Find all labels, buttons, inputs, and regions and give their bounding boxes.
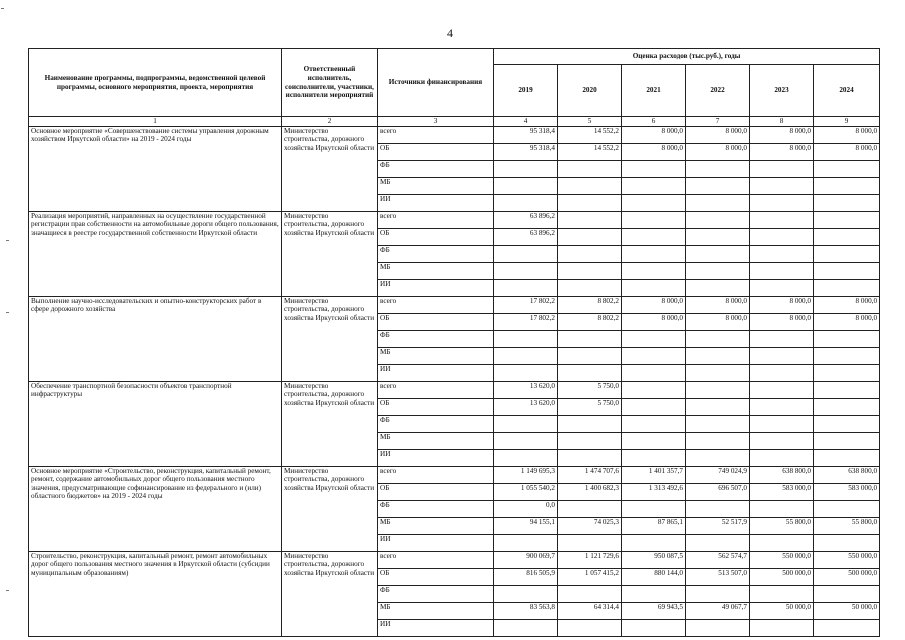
value-cell-2024 (814, 160, 880, 177)
value-cell-2020: 8 802,2 (558, 296, 622, 313)
value-cell-2019 (494, 194, 558, 211)
value-cell-2020 (558, 415, 622, 432)
value-cell-2023 (750, 194, 814, 211)
funding-source-cell: ИИ (378, 619, 494, 636)
funding-source-cell: ФБ (378, 585, 494, 602)
value-cell-2024 (814, 262, 880, 279)
value-cell-2022 (686, 398, 750, 415)
value-cell-2024 (814, 500, 880, 517)
funding-source-cell: всего (378, 381, 494, 398)
value-cell-2019: 0,0 (494, 500, 558, 517)
value-cell-2021: 1 313 492,6 (622, 483, 686, 500)
value-cell-2022: 8 000,0 (686, 313, 750, 330)
value-cell-2023 (750, 211, 814, 228)
value-cell-2024 (814, 398, 880, 415)
column-number: 8 (750, 117, 814, 127)
value-cell-2022 (686, 160, 750, 177)
value-cell-2023: 500 000,0 (750, 568, 814, 585)
value-cell-2023: 8 000,0 (750, 313, 814, 330)
value-cell-2023: 8 000,0 (750, 296, 814, 313)
value-cell-2019: 63 896,2 (494, 211, 558, 228)
table-body (29, 126, 880, 636)
value-cell-2023 (750, 364, 814, 381)
value-cell-2024 (814, 211, 880, 228)
value-cell-2019: 94 155,1 (494, 517, 558, 534)
value-cell-2023 (750, 177, 814, 194)
value-cell-2023: 55 800,0 (750, 517, 814, 534)
value-cell-2021 (622, 330, 686, 347)
value-cell-2024: 583 000,0 (814, 483, 880, 500)
value-cell-2022 (686, 194, 750, 211)
value-cell-2019 (494, 432, 558, 449)
column-number: 5 (558, 117, 622, 127)
value-cell-2019 (494, 279, 558, 296)
value-cell-2024: 55 800,0 (814, 517, 880, 534)
header-funding-source: Источники финансирования (378, 49, 494, 117)
funding-source-cell: всего (378, 211, 494, 228)
value-cell-2024 (814, 449, 880, 466)
value-cell-2019: 17 802,2 (494, 313, 558, 330)
value-cell-2022 (686, 415, 750, 432)
funding-source-cell: МБ (378, 602, 494, 619)
value-cell-2019: 1 149 695,3 (494, 466, 558, 483)
value-cell-2020: 14 552,2 (558, 143, 622, 160)
column-numbers-row (29, 117, 880, 127)
value-cell-2024: 50 000,0 (814, 602, 880, 619)
value-cell-2022 (686, 534, 750, 551)
funding-source-cell: МБ (378, 347, 494, 364)
funding-source-cell: ФБ (378, 245, 494, 262)
value-cell-2022 (686, 245, 750, 262)
value-cell-2021 (622, 500, 686, 517)
value-cell-2021: 8 000,0 (622, 313, 686, 330)
value-cell-2021: 8 000,0 (622, 143, 686, 160)
header-year-1: 2020 (558, 65, 622, 117)
value-cell-2021 (622, 245, 686, 262)
column-number: 2 (282, 117, 378, 127)
value-cell-2022: 8 000,0 (686, 126, 750, 143)
funding-source-cell: ОБ (378, 228, 494, 245)
table-row (29, 381, 880, 398)
value-cell-2022 (686, 364, 750, 381)
scan-mark (6, 240, 9, 241)
value-cell-2020 (558, 228, 622, 245)
value-cell-2022 (686, 279, 750, 296)
value-cell-2022 (686, 381, 750, 398)
program-name-cell: Реализация мероприятий, направленных на осуществление государственной регистрации прав собственности на автомобильные дороги общего пользования, значащиеся в реестре государственной собственности Иркутской области (29, 211, 282, 296)
value-cell-2020: 14 552,2 (558, 126, 622, 143)
value-cell-2019 (494, 534, 558, 551)
value-cell-2021 (622, 228, 686, 245)
value-cell-2019 (494, 177, 558, 194)
funding-source-cell: всего (378, 296, 494, 313)
value-cell-2020: 5 750,0 (558, 398, 622, 415)
value-cell-2023 (750, 619, 814, 636)
funding-source-cell: ФБ (378, 500, 494, 517)
value-cell-2020 (558, 160, 622, 177)
value-cell-2024 (814, 245, 880, 262)
value-cell-2023 (750, 381, 814, 398)
value-cell-2024: 8 000,0 (814, 143, 880, 160)
value-cell-2022 (686, 500, 750, 517)
value-cell-2023 (750, 245, 814, 262)
value-cell-2023 (750, 279, 814, 296)
value-cell-2022: 52 517,9 (686, 517, 750, 534)
value-cell-2021 (622, 534, 686, 551)
value-cell-2019: 1 055 540,2 (494, 483, 558, 500)
value-cell-2019: 13 620,0 (494, 381, 558, 398)
value-cell-2021 (622, 211, 686, 228)
header-year-2: 2021 (622, 65, 686, 117)
value-cell-2021 (622, 585, 686, 602)
value-cell-2022 (686, 585, 750, 602)
value-cell-2021 (622, 177, 686, 194)
value-cell-2021 (622, 364, 686, 381)
value-cell-2022: 696 507,0 (686, 483, 750, 500)
value-cell-2020 (558, 534, 622, 551)
value-cell-2023 (750, 330, 814, 347)
value-cell-2021: 880 144,0 (622, 568, 686, 585)
value-cell-2022: 49 067,7 (686, 602, 750, 619)
header-year-4: 2023 (750, 65, 814, 117)
value-cell-2021: 8 000,0 (622, 126, 686, 143)
value-cell-2024 (814, 330, 880, 347)
value-cell-2024 (814, 381, 880, 398)
value-cell-2021: 69 943,5 (622, 602, 686, 619)
value-cell-2024 (814, 619, 880, 636)
value-cell-2020 (558, 500, 622, 517)
value-cell-2023: 8 000,0 (750, 143, 814, 160)
value-cell-2020 (558, 619, 622, 636)
value-cell-2022 (686, 449, 750, 466)
header-year-0: 2019 (494, 65, 558, 117)
funding-source-cell: ИИ (378, 364, 494, 381)
value-cell-2023 (750, 160, 814, 177)
funding-source-cell: ОБ (378, 398, 494, 415)
value-cell-2023 (750, 398, 814, 415)
value-cell-2019: 95 318,4 (494, 143, 558, 160)
value-cell-2021 (622, 415, 686, 432)
program-name-cell: Основное мероприятие «Строительство, реконструкция, капитальный ремонт, ремонт, содержание автомобильных дорог общего пользования местного значения, предусматривающие софинансирование из федерального и (или) областного бюджетов» на 2019 - 2024 годы (29, 466, 282, 551)
value-cell-2024 (814, 347, 880, 364)
value-cell-2023 (750, 500, 814, 517)
column-number: 9 (814, 117, 880, 127)
value-cell-2021 (622, 398, 686, 415)
program-name-cell: Обеспечение транспортной безопасности объектов транспортной инфраструктуры (29, 381, 282, 466)
value-cell-2021 (622, 262, 686, 279)
value-cell-2024 (814, 279, 880, 296)
column-number: 6 (622, 117, 686, 127)
value-cell-2024: 638 800,0 (814, 466, 880, 483)
value-cell-2023 (750, 415, 814, 432)
value-cell-2020 (558, 211, 622, 228)
funding-source-cell: ИИ (378, 449, 494, 466)
value-cell-2021 (622, 194, 686, 211)
value-cell-2021 (622, 381, 686, 398)
funding-source-cell: ОБ (378, 568, 494, 585)
funding-source-cell: ОБ (378, 143, 494, 160)
program-name-cell: Основное мероприятие «Совершенствование системы управления дорожным хозяйством Иркутской области» на 2019 - 2024 годы (29, 126, 282, 211)
table-row (29, 126, 880, 143)
value-cell-2019 (494, 330, 558, 347)
table-row (29, 296, 880, 313)
value-cell-2024 (814, 177, 880, 194)
value-cell-2020 (558, 449, 622, 466)
value-cell-2023: 550 000,0 (750, 551, 814, 568)
value-cell-2021: 87 865,1 (622, 517, 686, 534)
value-cell-2024: 500 000,0 (814, 568, 880, 585)
program-name-cell: Выполнение научно-исследовательских и опытно-конструкторских работ в сфере дорожного хозяйства (29, 296, 282, 381)
value-cell-2023 (750, 585, 814, 602)
value-cell-2020 (558, 330, 622, 347)
program-name-cell: Строительство, реконструкция, капитальный ремонт, ремонт автомобильных дорог общего пользования местного значения в Иркутской области (субсидии муниципальным образованиям) (29, 551, 282, 636)
value-cell-2021 (622, 160, 686, 177)
column-number: 1 (29, 117, 282, 127)
value-cell-2020: 64 314,4 (558, 602, 622, 619)
funding-source-cell: ИИ (378, 194, 494, 211)
value-cell-2024 (814, 585, 880, 602)
value-cell-2022 (686, 262, 750, 279)
table-row (29, 211, 880, 228)
value-cell-2019: 83 563,8 (494, 602, 558, 619)
funding-source-cell: всего (378, 466, 494, 483)
value-cell-2024 (814, 364, 880, 381)
value-cell-2020 (558, 279, 622, 296)
header-program-name: Наименование программы, подпрограммы, ведомственной целевой программы, основного мероприятия, проекта, мероприятия (29, 49, 282, 117)
value-cell-2024: 550 000,0 (814, 551, 880, 568)
value-cell-2020: 1 400 682,3 (558, 483, 622, 500)
funding-source-cell: ОБ (378, 483, 494, 500)
value-cell-2019: 63 896,2 (494, 228, 558, 245)
funding-source-cell: ФБ (378, 330, 494, 347)
value-cell-2022 (686, 177, 750, 194)
executor-cell: Министерство строительства, дорожного хозяйства Иркутской области (282, 466, 378, 551)
value-cell-2021 (622, 347, 686, 364)
value-cell-2023: 638 800,0 (750, 466, 814, 483)
column-number: 7 (686, 117, 750, 127)
value-cell-2020: 1 474 707,6 (558, 466, 622, 483)
value-cell-2024 (814, 432, 880, 449)
column-number: 3 (378, 117, 494, 127)
value-cell-2024: 8 000,0 (814, 126, 880, 143)
table-row (29, 551, 880, 568)
value-cell-2019 (494, 364, 558, 381)
value-cell-2019 (494, 245, 558, 262)
page-number: 4 (447, 26, 453, 40)
value-cell-2021: 950 087,5 (622, 551, 686, 568)
executor-cell: Министерство строительства, дорожного хозяйства Иркутской области (282, 126, 378, 211)
value-cell-2022 (686, 619, 750, 636)
executor-cell: Министерство строительства, дорожного хозяйства Иркутской области (282, 296, 378, 381)
scan-mark (6, 590, 9, 591)
value-cell-2022 (686, 330, 750, 347)
value-cell-2023 (750, 262, 814, 279)
funding-source-cell: ИИ (378, 534, 494, 551)
funding-source-cell: всего (378, 551, 494, 568)
value-cell-2024: 8 000,0 (814, 296, 880, 313)
header-executor: Ответственный исполнитель, соисполнители, участники, исполнители мероприятий (282, 49, 378, 117)
value-cell-2022: 8 000,0 (686, 296, 750, 313)
value-cell-2022 (686, 347, 750, 364)
value-cell-2024 (814, 194, 880, 211)
value-cell-2023: 50 000,0 (750, 602, 814, 619)
value-cell-2022 (686, 228, 750, 245)
header-year-5: 2024 (814, 65, 880, 117)
funding-source-cell: МБ (378, 262, 494, 279)
value-cell-2020: 1 121 729,6 (558, 551, 622, 568)
value-cell-2022: 8 000,0 (686, 143, 750, 160)
value-cell-2024 (814, 534, 880, 551)
funding-source-cell: ФБ (378, 415, 494, 432)
value-cell-2019 (494, 619, 558, 636)
value-cell-2020 (558, 432, 622, 449)
value-cell-2020: 8 802,2 (558, 313, 622, 330)
value-cell-2019 (494, 347, 558, 364)
funding-source-cell: ИИ (378, 279, 494, 296)
funding-source-cell: всего (378, 126, 494, 143)
value-cell-2023: 583 000,0 (750, 483, 814, 500)
value-cell-2023 (750, 228, 814, 245)
value-cell-2020 (558, 194, 622, 211)
value-cell-2020 (558, 347, 622, 364)
value-cell-2019: 900 069,7 (494, 551, 558, 568)
value-cell-2020: 1 057 415,2 (558, 568, 622, 585)
value-cell-2021: 8 000,0 (622, 296, 686, 313)
header-cost-group: Оценка расходов (тыс.руб.), годы (494, 49, 880, 65)
value-cell-2023 (750, 432, 814, 449)
funding-source-cell: МБ (378, 177, 494, 194)
value-cell-2019: 13 620,0 (494, 398, 558, 415)
expenses-table (28, 48, 880, 637)
value-cell-2022: 513 507,0 (686, 568, 750, 585)
value-cell-2021 (622, 449, 686, 466)
column-number: 4 (494, 117, 558, 127)
value-cell-2022 (686, 211, 750, 228)
funding-source-cell: МБ (378, 517, 494, 534)
value-cell-2024: 8 000,0 (814, 313, 880, 330)
executor-cell: Министерство строительства, дорожного хозяйства Иркутской области (282, 211, 378, 296)
value-cell-2021 (622, 279, 686, 296)
funding-source-cell: МБ (378, 432, 494, 449)
value-cell-2023 (750, 449, 814, 466)
value-cell-2020 (558, 262, 622, 279)
value-cell-2021 (622, 619, 686, 636)
executor-cell: Министерство строительства, дорожного хозяйства Иркутской области (282, 381, 378, 466)
value-cell-2020 (558, 585, 622, 602)
value-cell-2024 (814, 415, 880, 432)
funding-source-cell: ФБ (378, 160, 494, 177)
value-cell-2020 (558, 177, 622, 194)
value-cell-2019: 95 318,4 (494, 126, 558, 143)
scan-mark (6, 312, 9, 313)
value-cell-2019: 816 505,9 (494, 568, 558, 585)
value-cell-2021 (622, 432, 686, 449)
value-cell-2020 (558, 245, 622, 262)
value-cell-2020: 5 750,0 (558, 381, 622, 398)
value-cell-2022: 562 574,7 (686, 551, 750, 568)
value-cell-2023 (750, 347, 814, 364)
value-cell-2019 (494, 449, 558, 466)
value-cell-2024 (814, 228, 880, 245)
value-cell-2022 (686, 432, 750, 449)
funding-source-cell: ОБ (378, 313, 494, 330)
value-cell-2019 (494, 262, 558, 279)
value-cell-2023: 8 000,0 (750, 126, 814, 143)
executor-cell: Министерство строительства, дорожного хозяйства Иркутской области (282, 551, 378, 636)
header-year-3: 2022 (686, 65, 750, 117)
scan-mark (1, 8, 4, 9)
value-cell-2020: 74 025,3 (558, 517, 622, 534)
value-cell-2023 (750, 534, 814, 551)
value-cell-2020 (558, 364, 622, 381)
value-cell-2019 (494, 415, 558, 432)
value-cell-2019: 17 802,2 (494, 296, 558, 313)
table-row (29, 466, 880, 483)
value-cell-2019 (494, 160, 558, 177)
value-cell-2021: 1 401 357,7 (622, 466, 686, 483)
value-cell-2019 (494, 585, 558, 602)
value-cell-2022: 749 024,9 (686, 466, 750, 483)
